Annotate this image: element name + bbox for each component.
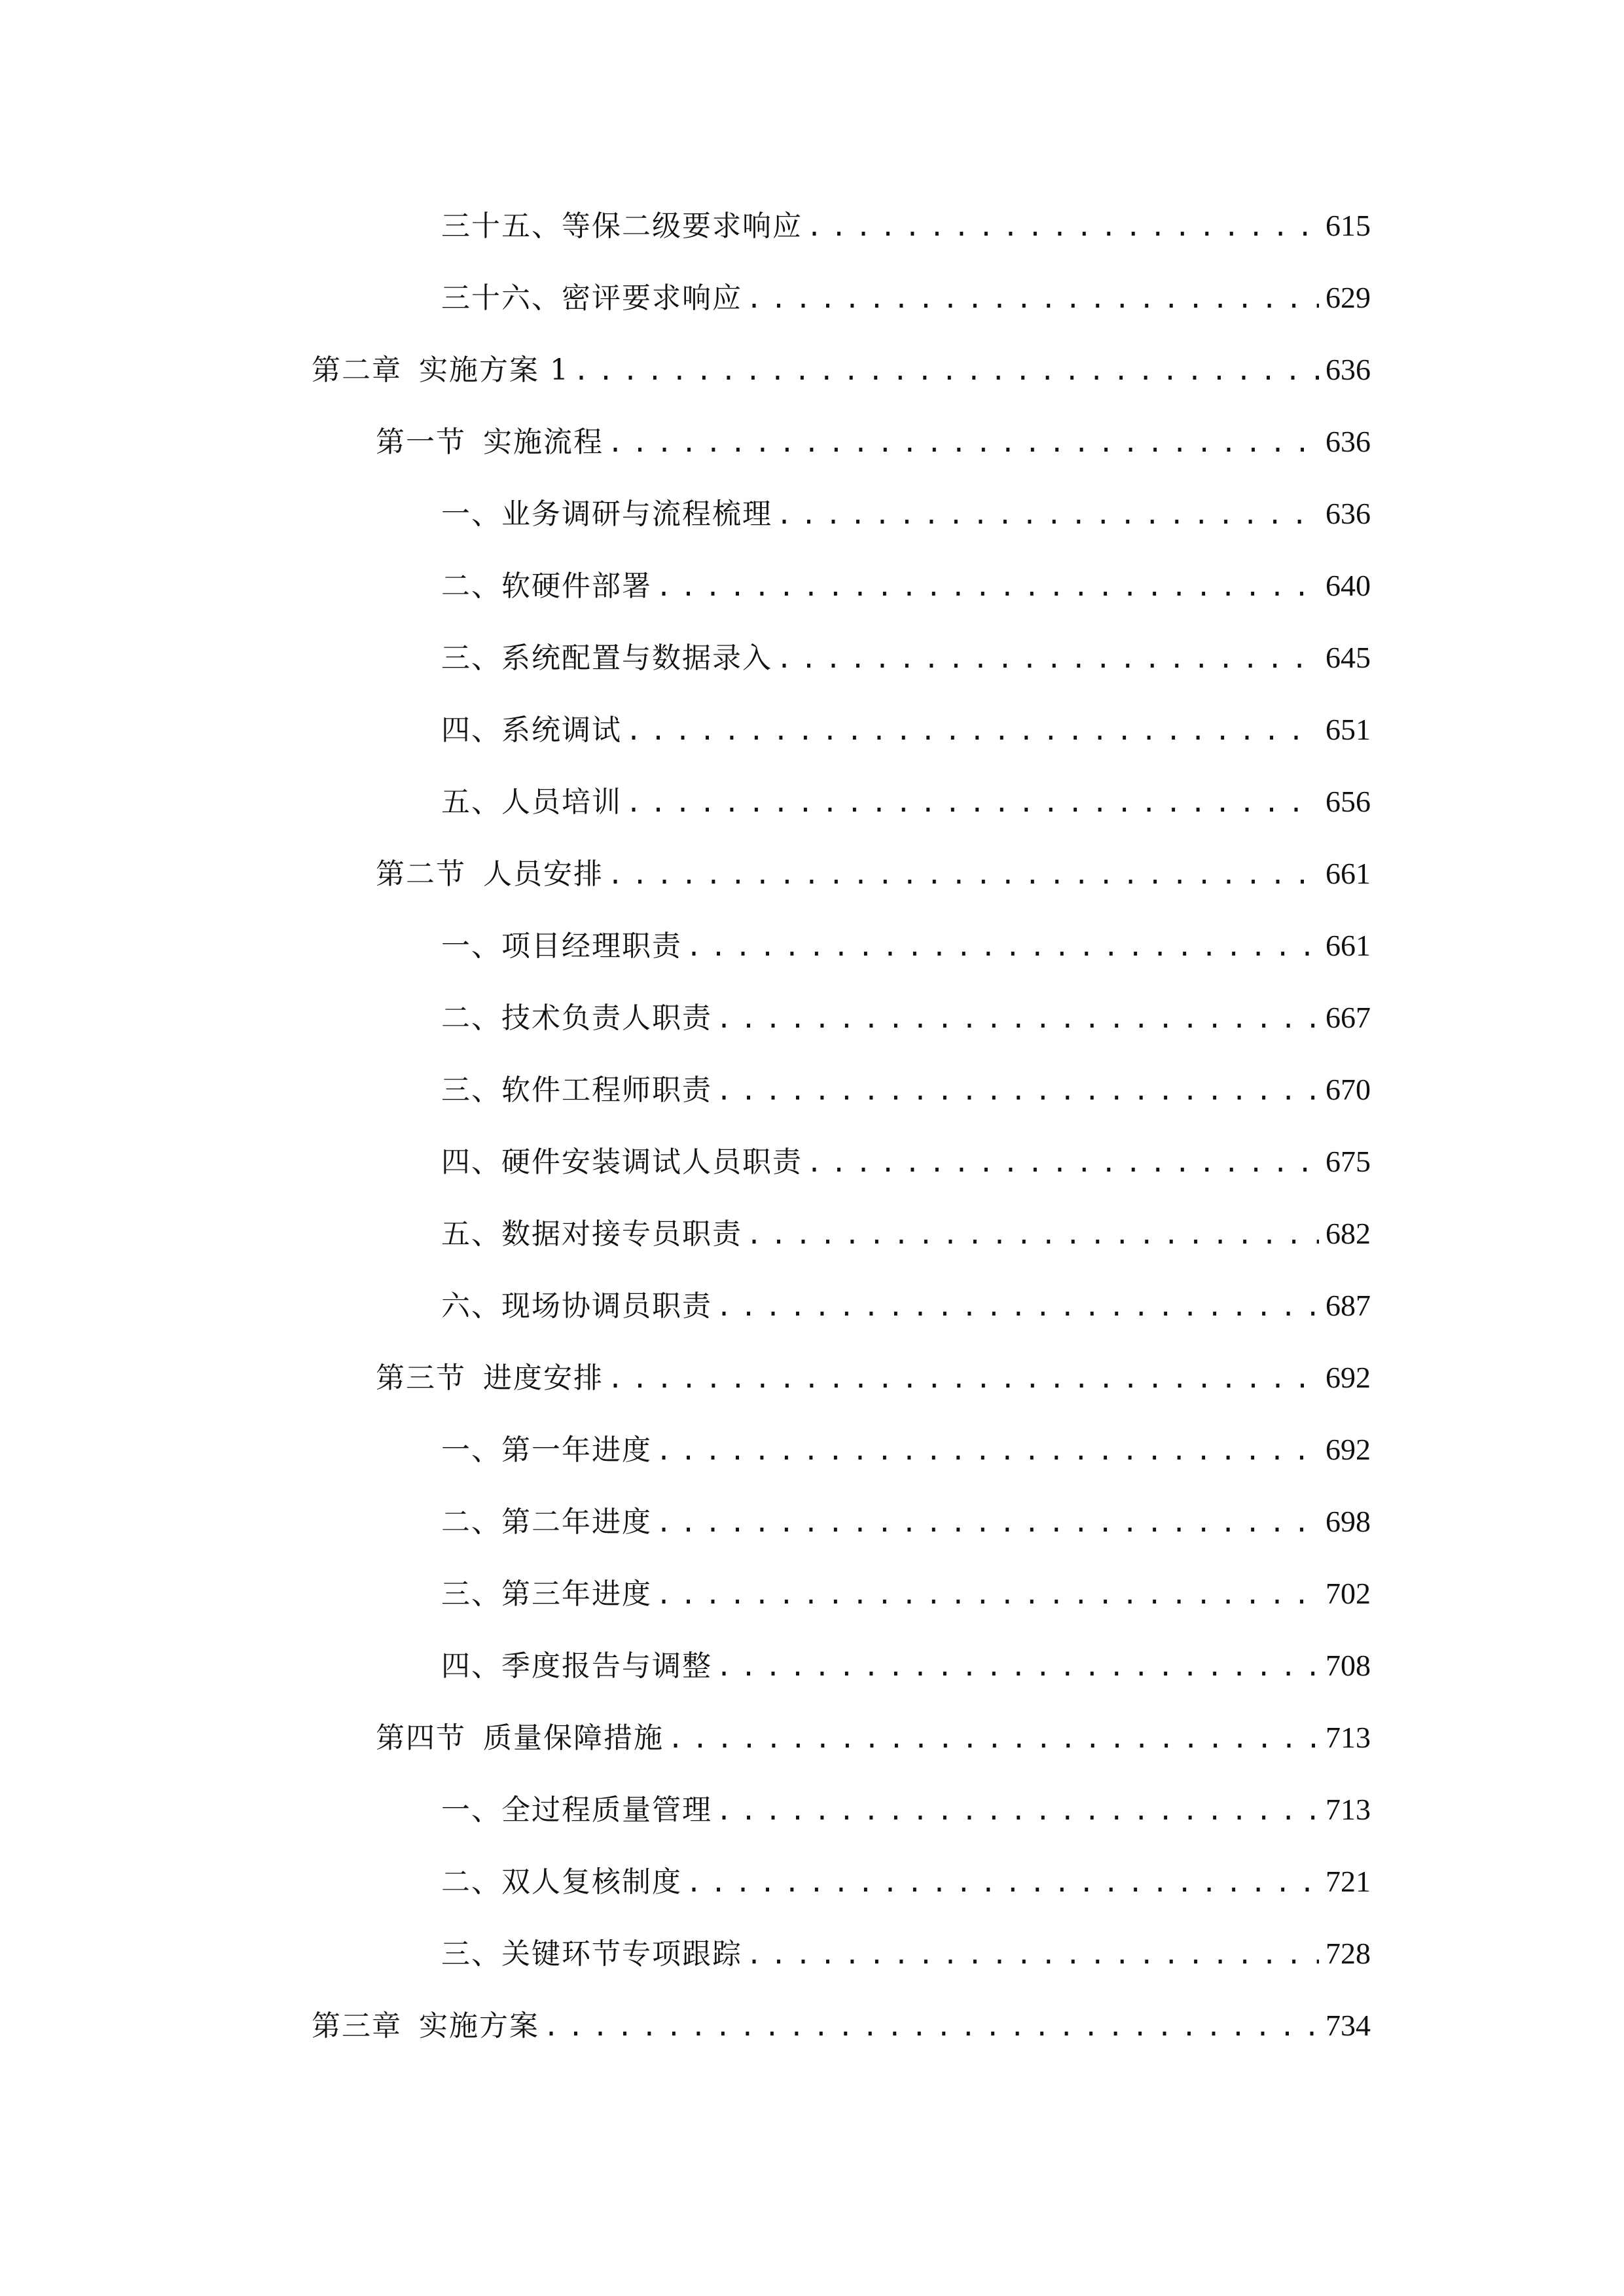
dot-leader [776, 492, 1319, 538]
toc-entry-page: 636 [1326, 497, 1371, 530]
toc-entry-number: 三、 [441, 1073, 501, 1107]
dot-leader [607, 852, 1319, 898]
dot-leader [607, 1356, 1319, 1402]
toc-entry-page: 728 [1326, 1937, 1371, 1970]
toc-entry-title: 人员安排 [483, 857, 604, 891]
dot-leader [746, 276, 1319, 322]
toc-entry-page: 692 [1326, 1361, 1371, 1394]
toc-entry-number: 一、 [441, 1433, 501, 1467]
toc-entry-page: 667 [1326, 1001, 1371, 1034]
toc-entry-number: 第三节 [376, 1361, 466, 1395]
toc-section-4[interactable] [376, 1715, 1371, 1761]
dot-leader [656, 1572, 1319, 1618]
toc-entry-page: 708 [1326, 1649, 1371, 1682]
toc-entry-page: 651 [1326, 713, 1371, 746]
toc-entry-title: 第三年进度 [501, 1577, 652, 1611]
toc-entry-number: 三、 [441, 1577, 501, 1611]
toc-entry-page: 734 [1326, 2009, 1371, 2042]
toc-entry-page: 713 [1326, 1721, 1371, 1754]
toc-section-2[interactable] [376, 851, 1371, 897]
toc-entry-page: 615 [1326, 209, 1371, 242]
toc-entry[interactable] [441, 1571, 1371, 1617]
toc-entry[interactable] [441, 1499, 1371, 1545]
toc-entry-title: 业务调研与流程梳理 [501, 497, 772, 531]
toc-entry-number: 第二节 [376, 857, 466, 891]
toc-entry-page: 661 [1326, 929, 1371, 962]
dot-leader [626, 780, 1319, 826]
toc-entry[interactable] [441, 1283, 1371, 1329]
toc-entry-page: 640 [1326, 569, 1371, 602]
dot-leader [656, 564, 1319, 610]
toc-entry-number: 三、 [441, 641, 501, 675]
toc-entry-page: 629 [1326, 281, 1371, 314]
toc-entry[interactable] [441, 1211, 1371, 1257]
toc-entry[interactable] [441, 779, 1371, 825]
toc-entry[interactable] [441, 491, 1371, 537]
toc-entry-number: 一、 [441, 1793, 501, 1827]
toc-entry-title: 双人复核制度 [501, 1865, 682, 1899]
toc-entry-number: 二、 [441, 569, 501, 603]
toc-entry-page: 636 [1326, 353, 1371, 386]
toc-entry-title: 全过程质量管理 [501, 1793, 712, 1827]
toc-entry-page: 687 [1326, 1289, 1371, 1322]
toc-entry-number: 第二章 [312, 353, 402, 387]
toc-entry-title: 第二年进度 [501, 1505, 652, 1539]
dot-leader [607, 420, 1319, 466]
toc-entry-title: 数据对接专员职责 [501, 1217, 742, 1251]
toc-entry-number: 三、 [441, 1937, 501, 1971]
toc-entry-title: 实施流程 [483, 425, 604, 459]
toc-entry-title: 密评要求响应 [562, 281, 742, 315]
toc-section-3[interactable] [376, 1355, 1371, 1401]
toc-entry-number: 六、 [441, 1289, 501, 1323]
toc-entry-title: 质量保障措施 [483, 1721, 664, 1755]
toc-entry-number: 四、 [441, 1649, 501, 1683]
dot-leader [686, 1860, 1319, 1906]
toc-chapter-3[interactable] [312, 2003, 1371, 2049]
toc-entry-title: 第一年进度 [501, 1433, 652, 1467]
toc-entry-title: 系统配置与数据录入 [501, 641, 772, 675]
dot-leader [656, 1500, 1319, 1546]
toc-entry-title: 人员培训 [501, 785, 622, 819]
toc-entry-number: 三十六、 [441, 281, 562, 315]
dot-leader [716, 996, 1319, 1042]
dot-leader [573, 348, 1319, 394]
toc-entry-number: 二、 [441, 1865, 501, 1899]
toc-entry-number: 三十五、 [441, 209, 562, 243]
dot-leader [716, 1284, 1319, 1330]
toc-entry-title: 软件工程师职责 [501, 1073, 712, 1107]
toc-entry[interactable] [441, 635, 1371, 681]
toc-entry-3-35[interactable] [441, 203, 1371, 249]
toc-entry-page: 645 [1326, 641, 1371, 674]
toc-entry-title: 等保二级要求响应 [562, 209, 803, 243]
toc-entry-page: 675 [1326, 1145, 1371, 1178]
toc-entry-number: 五、 [441, 1217, 501, 1251]
dot-leader [668, 1716, 1319, 1762]
toc-entry-page: 698 [1326, 1505, 1371, 1538]
toc-entry-number: 二、 [441, 1001, 501, 1035]
toc-entry-number: 四、 [441, 1145, 501, 1179]
toc-entry[interactable] [441, 707, 1371, 753]
toc-entry[interactable] [441, 563, 1371, 609]
toc-entry-number: 五、 [441, 785, 501, 819]
toc-entry-page: 656 [1326, 785, 1371, 818]
dot-leader [716, 1644, 1319, 1690]
toc-entry-number: 第四节 [376, 1721, 466, 1755]
toc-entry-page: 713 [1326, 1793, 1371, 1826]
dot-leader [776, 636, 1319, 682]
dot-leader [716, 1068, 1319, 1114]
toc-entry-page: 636 [1326, 425, 1371, 458]
toc-chapter-2[interactable] [312, 347, 1371, 393]
dot-leader [746, 1932, 1319, 1978]
toc-section-1[interactable] [376, 419, 1371, 465]
toc-entry-page: 682 [1326, 1217, 1371, 1250]
toc-entry-3-36[interactable] [441, 275, 1371, 321]
toc-entry[interactable] [441, 1859, 1371, 1905]
dot-leader [716, 1788, 1319, 1834]
dot-leader [686, 924, 1319, 970]
dot-leader [543, 2004, 1319, 2050]
dot-leader [626, 708, 1319, 754]
toc-entry[interactable] [441, 923, 1371, 969]
dot-leader [656, 1428, 1319, 1474]
toc-entry[interactable] [441, 995, 1371, 1041]
toc-entry-number: 一、 [441, 497, 501, 531]
toc-entry-number: 一、 [441, 929, 501, 963]
toc-entry-number: 四、 [441, 713, 501, 747]
toc-entry[interactable] [441, 1787, 1371, 1833]
toc-entry-title: 硬件安装调试人员职责 [501, 1145, 803, 1179]
dot-leader [806, 1140, 1319, 1186]
toc-entry-number: 二、 [441, 1505, 501, 1539]
dot-leader [746, 1212, 1319, 1258]
toc-entry-title: 软硬件部署 [501, 569, 652, 603]
toc-entry-page: 661 [1326, 857, 1371, 890]
toc-entry-page: 692 [1326, 1433, 1371, 1466]
toc-entry[interactable] [441, 1067, 1371, 1113]
toc-entry[interactable] [441, 1139, 1371, 1185]
toc-entry[interactable] [441, 1643, 1371, 1689]
toc-entry-title: 系统调试 [501, 713, 622, 747]
toc-entry-title: 现场协调员职责 [501, 1289, 712, 1323]
toc-entry-title: 关键环节专项跟踪 [501, 1937, 742, 1971]
toc-entry-number: 第一节 [376, 425, 466, 459]
toc-entry-title: 项目经理职责 [501, 929, 682, 963]
dot-leader [806, 204, 1319, 250]
toc-entry-title: 实施方案 1 [419, 353, 569, 387]
toc-entry[interactable] [441, 1931, 1371, 1977]
toc-entry-page: 670 [1326, 1073, 1371, 1106]
toc-entry-title: 季度报告与调整 [501, 1649, 712, 1683]
toc-entry-title: 进度安排 [483, 1361, 604, 1395]
toc-entry[interactable] [441, 1427, 1371, 1473]
toc-entry-page: 702 [1326, 1577, 1371, 1610]
toc-entry-number: 第三章 [312, 2009, 402, 2043]
toc-entry-title: 实施方案 [419, 2009, 539, 2043]
toc-entry-title: 技术负责人职责 [501, 1001, 712, 1035]
toc-entry-page: 721 [1326, 1865, 1371, 1898]
